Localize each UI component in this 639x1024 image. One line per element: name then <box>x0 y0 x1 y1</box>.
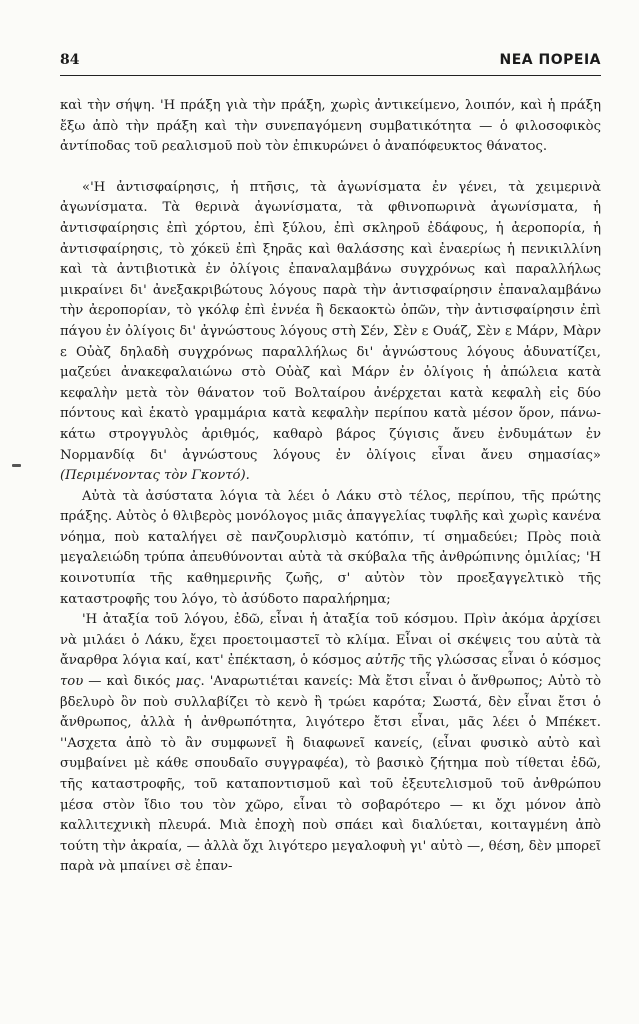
paragraph-4-emphasis-3: μας <box>175 674 201 690</box>
running-header <box>60 52 601 68</box>
paragraph-3: Αὐτὰ τὰ ἀσύστατα λόγια τὰ λέει ὁ Λάκυ στὸ τέλος, περίπου, τῆς πρώτης πράξης. Αὐτὸς ὁ θλιβερὸς μονόλογος μιᾶς ἀπαγγελίας τυφλῆς καὶ χωρὶς κανένα νόημα, ποὺ καταλήγει σὲ πανζουρλισμὸ κατόπιν, τί σημαδεύει; Πρὸς ποιὰ μεγαλειώδη τρύπα ἀπευθύνονται αὐτὰ τὰ σκύβαλα τῆς ἀνθρώπινης ὁμιλίας; 'Η κοινοτυπία τῆς καθημερινῆς ζωῆς, σ' αὐτὸν τὸν προεξαγγελτικὸ τῆς καταστροφῆς του λόγο, τὸ ἀσύδοτο παραλήρημα; <box>60 488 601 607</box>
paragraph-4-part-2: τῆς γλώσσας εἶναι ὁ κόσμος <box>405 653 601 669</box>
paragraph-4-emphasis-2: του <box>60 674 84 690</box>
paragraph-4 <box>60 610 601 878</box>
quotation-text: «'Η ἀντισφαίρησις, ἡ πτῆσις, τὰ ἀγωνίσματα ἐν γένει, τὰ χειμερινὰ ἀγωνίσματα. Τὰ θερινὰ ἀγωνίσματα, τὰ φθινοπωρινὰ ἀγωνίσματα, ἡ ἀντισφαίρησις ἐπὶ χόρτου, ἐπὶ ξύλου, ἐπὶ σκληροῦ ἐδάφους, ἡ ἀεροπορία, ἡ ἀντισφαίρησις, τὸ χόκεϋ ἐπὶ ξηρᾶς καὶ θαλάσσης καὶ ἐναερίως ἡ πενικιλλίνη καὶ τὰ ἀντιβιοτικὰ ἐν ὀλίγοις ἐπαναλαμβάνω συγχρόνως καὶ παραλλήλως μικραίνει δι' ἀνεξακριβώτους λόγους παρὰ τὴν ἀντισφαίρησιν ἐπαναλαμβάνω τὴν ἀεροπορίαν, τὸ γκόλφ ἐπὶ ἐννέα ἢ δεκαοκτὼ ὀπῶν, τὴν ἀντισφαίρησιν ἐπὶ πάγου ἐν ὀλίγοις δι' ἀγνώστους λόγους στὴ Σέν, Σὲν ε Ουάζ, Σὲν ε Μάρν, Μὰρν ε Οὐὰζ δηλαδὴ συγχρόνως παραλλήλως δι' ἀγνώστους λόγους ἀδυνατίζει, μαζεύει ἀνακεφαλαιώνω στὸ Οὐὰζ καὶ Μάρν ἐν ὀλίγοις ἡ ἀπώλεια κατὰ κεφαλὴν μετὰ τὸν θάνατον τοῦ Βολταίρου ἀνέρχεται κατὰ κεφαλὴ εἰς δύο πόντους καὶ ἑκατὸ γραμμάρια κατὰ κεφαλὴν περίπου κατὰ μέσον ὅρον, πάνω-κάτω στρογγυλὸς ἀριθμός, καθαρὸ βάρος ζύγισις ἄνευ ἐνδυμάτων ἐν Νορμανδίᾳ δι' ἀγνώστους λόγους ἐν ὀλίγοις εἶναι ἄνευ σημασίας» <box>60 179 601 463</box>
paragraph-4-part-1: 'Η ἀταξία τοῦ λόγου, ἐδῶ, εἶναι ἡ ἀταξία τοῦ κόσμου. Πρὶν ἀκόμα ἀρχίσει νὰ μιλάει ὁ Λάκυ, ἔχει προετοιμαστεῖ τὸ κλίμα. Εἶναι οἱ σκέψεις του αὐτὰ τὰ ἄναρθρα λόγια καί, κατ' ἐπέκταση, ὁ κόσμος <box>60 612 601 669</box>
paragraph-4-part-4: . 'Αναρωτιέται κανείς: Μὰ ἔτσι εἶναι ὁ ἄνθρωπος; Αὐτὸ τὸ βδελυρὸ ὂν ποὺ συλλαβίζει τὸ κενὸ ἢ τρώει καρότα; Σωστά, δὲν εἶναι ἔτσι ὁ ἄνθρωπος, ἀλλὰ ἡ ἀνθρωπότητα, λιγότερο ἔτσι εἶναι, μᾶς λέει ὁ Μπέκετ. ''Ασχετα ἀπὸ τὸ ἂν συμφωνεῖ ἢ διαφωνεῖ κανείς, (εἶναι φυσικὸ αὐτὸ καὶ συμβαίνει μὲ κάθε σπουδαῖο συγγραφέα), τὸ βασικὸ ζήτημα ποὺ τίθεται ἐδῶ, τῆς καταστροφῆς, τοῦ καταποντισμοῦ καὶ τοῦ ἐξευτελισμοῦ τοῦ ἀνθρώπου μέσα στὸν ἴδιο του τὸν χῶρο, εἶναι τὸ σοβαρότερο — κι ὄχι μόνον ἀπὸ καλλιτεχνικὴ πλευρά. Μιὰ ἐποχὴ ποὺ σπάει καὶ διαλύεται, κοιταγμένη ἀπὸ τούτη τὴν ἀκραία, — ἀλλὰ ὄχι λιγότερο μεγαλοφυὴ γι' αὐτὸ —, θέση, δὲν μπορεῖ παρὰ νὰ μπαίνει σὲ ἐπαν- <box>60 674 602 875</box>
quotation-citation: (Περιμένοντας τὸν Γκοντό). <box>60 468 250 484</box>
paragraph-4-part-3: — καὶ δικός <box>83 674 176 690</box>
paragraph-4-emphasis-1: αὐτῆς <box>365 653 406 669</box>
paragraph-1: καὶ τὴν σήψη. 'Η πράξη γιὰ τὴν πράξη, χωρὶς ἀντικείμενο, λοιπόν, καὶ ἡ πράξη ἔξω ἀπὸ τὴν πράξη καὶ τὴν συνεπαγόμενη συμβατικότητα — ὁ φιλοσοφικὸς ἀντίποδας τοῦ ρεαλισμοῦ ποὺ τὸν ἐπικυρώνει ὁ ἀναπόφευκτος θάνατος. <box>60 98 601 155</box>
body-text <box>60 96 601 878</box>
page-number: 84 <box>60 52 80 68</box>
running-title: ΝΕΑ ΠΟΡΕΙΑ <box>499 52 601 68</box>
header-rule <box>60 75 601 76</box>
quotation-paragraph <box>60 178 601 487</box>
margin-mark <box>12 464 21 467</box>
